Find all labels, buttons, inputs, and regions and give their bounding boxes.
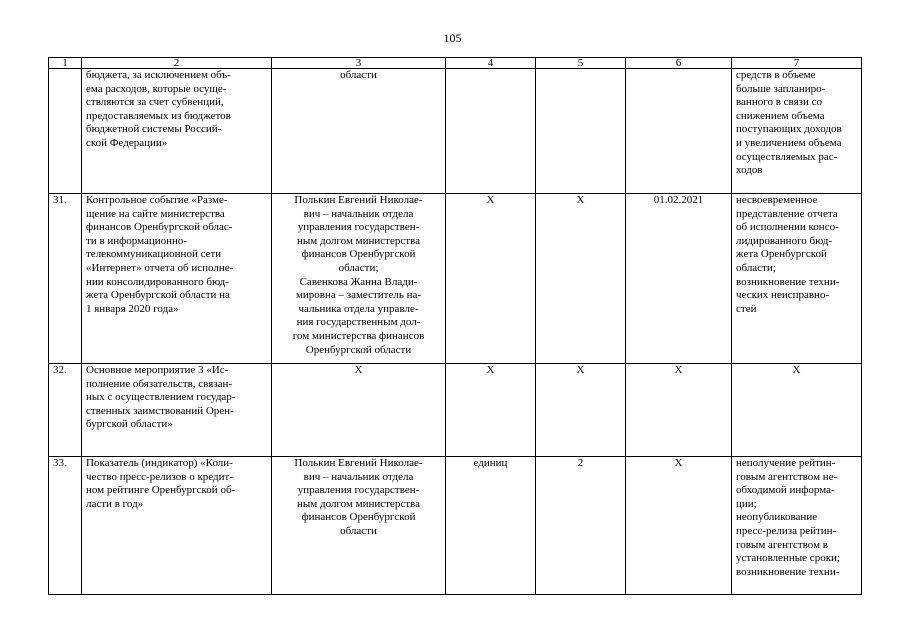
responsible-person: области <box>272 69 446 194</box>
column-number: 1 <box>49 58 82 69</box>
column-number: 3 <box>272 58 446 69</box>
date-cell: 01.02.2021 <box>626 194 732 364</box>
column-number-row <box>49 58 862 69</box>
measure-name: бюджета, за исключением объ- ема расходов, которые осуще- ствляются за счет субвенций, предоставляемых из бюджетов бюджетной системы Россий- ской Федерации» <box>82 69 272 194</box>
table-row <box>49 457 862 595</box>
unit-cell: Х <box>446 364 536 457</box>
row-number: 31. <box>49 194 82 364</box>
column-number: 4 <box>446 58 536 69</box>
page-number: 105 <box>443 31 462 45</box>
risks-cell: несвоевременное представление отчета об исполнении консо- лидированного бюд- жета Оренбургской области; возникновение техни- ческих неисправно- стей <box>732 194 862 364</box>
table-row <box>49 194 862 364</box>
measure-name: Контрольное событие «Разме- щение на сайте министерства финансов Оренбургской облас- ти в информационно- телекоммуникационной сети «Интернет» отчета об исполне- нии консолидированного бюд- жета Оренбургской области на 1 января 2020 года» <box>82 194 272 364</box>
table-row <box>49 364 862 457</box>
risks-cell: неполучение рейтин- говым агентством не- обходимой информа- ции; неопубликование пресс-релиза рейтин- говым агентством в установленные сроки; возникновение техни- <box>732 457 862 595</box>
value-cell: 2 <box>536 457 626 595</box>
row-number <box>49 69 82 194</box>
date-cell: Х <box>626 364 732 457</box>
unit-cell: Х <box>446 194 536 364</box>
unit-cell <box>446 69 536 194</box>
measure-name: Показатель (индикатор) «Коли- чество пресс-релизов о кредит- ном рейтинге Оренбургской об- ласти в год» <box>82 457 272 595</box>
value-cell <box>536 69 626 194</box>
unit-cell: единиц <box>446 457 536 595</box>
responsible-person: Полькин Евгений Николае- вич – начальник отдела управления государствен- ным долгом министерства финансов Оренбургской области <box>272 457 446 595</box>
date-cell <box>626 69 732 194</box>
measure-name: Основное мероприятие 3 «Ис- полнение обязательств, связан- ных с осуществлением государ- ственных заимствований Орен- бургской области» <box>82 364 272 457</box>
column-number: 7 <box>732 58 862 69</box>
date-cell: Х <box>626 457 732 595</box>
risks-cell: средств в объеме больше запланиро- ванного в связи со снижением объема поступающих доходов и увеличением объема осуществляемых рас- ходов <box>732 69 862 194</box>
row-number: 33. <box>49 457 82 595</box>
responsible-person: Полькин Евгений Николае- вич – начальник отдела управления государствен- ным долгом министерства финансов Оренбургской области; Савенкова Жанна Влади- мировна – заместитель на- чальника отдела управле- ния государственным дол- гом министерства финансов Оренбургской области <box>272 194 446 364</box>
row-number: 32. <box>49 364 82 457</box>
table-row <box>49 69 862 194</box>
column-number: 2 <box>82 58 272 69</box>
value-cell: Х <box>536 364 626 457</box>
value-cell: Х <box>536 194 626 364</box>
responsible-person: Х <box>272 364 446 457</box>
column-number: 5 <box>536 58 626 69</box>
measures-table <box>48 57 862 595</box>
column-number: 6 <box>626 58 732 69</box>
risks-cell: Х <box>732 364 862 457</box>
